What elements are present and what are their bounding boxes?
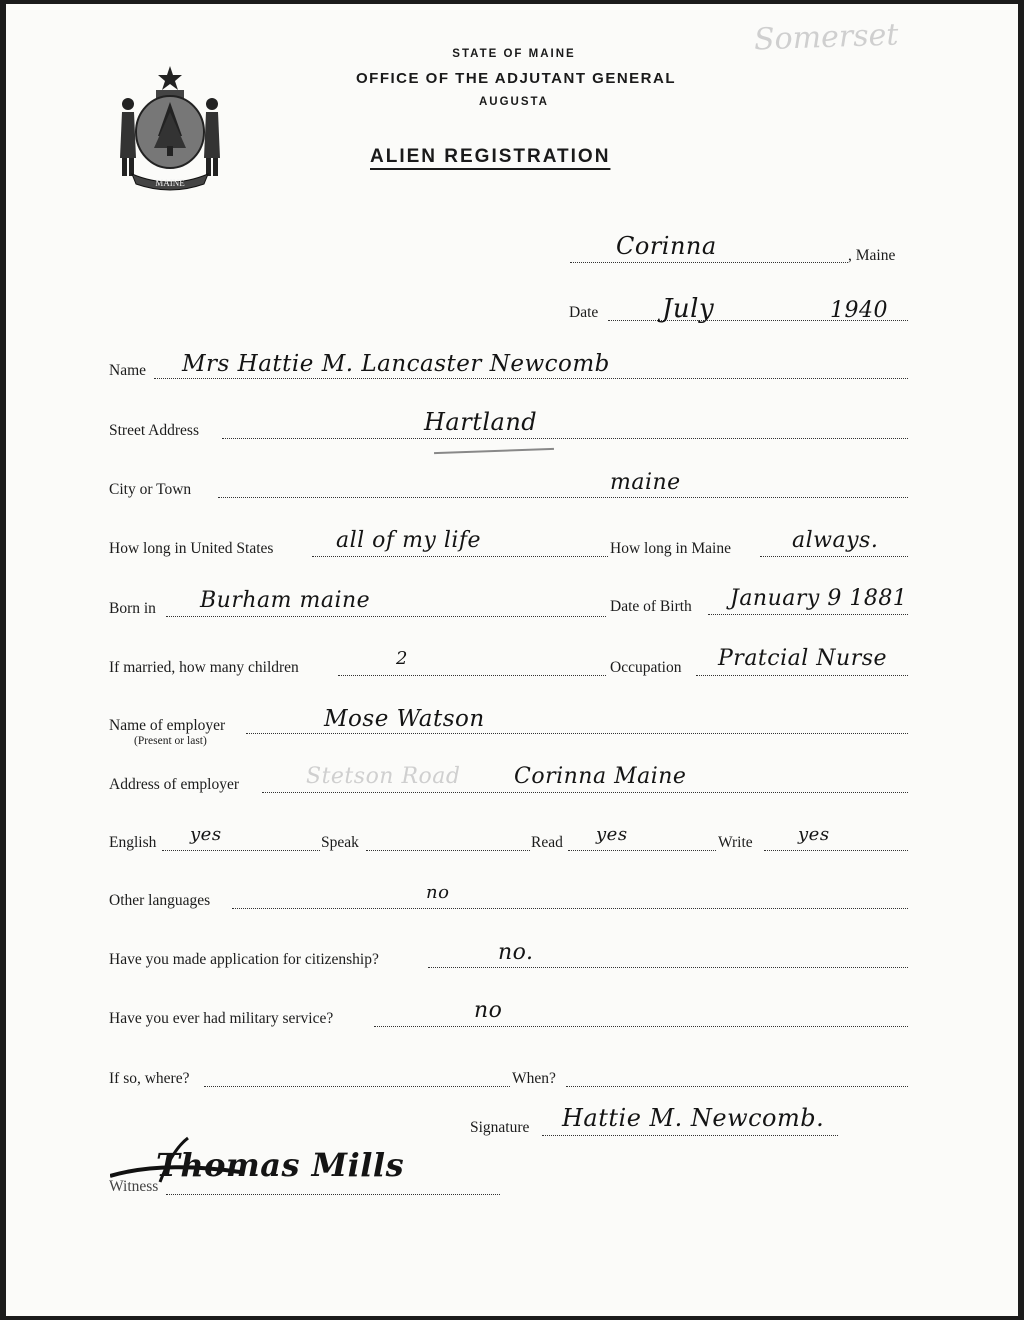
employer-sublabel: (Present or last) <box>134 735 207 747</box>
military-value: no <box>474 998 503 1023</box>
employer-address-dotted-line <box>262 792 908 793</box>
employer-value: Mose Watson <box>324 706 485 732</box>
town-value: Corinna <box>616 232 717 260</box>
occupation-dotted-line <box>696 675 908 676</box>
office-heading: OFFICE OF THE ADJUTANT GENERAL <box>356 70 676 87</box>
other-languages-dotted-line <box>232 908 908 909</box>
if-so-where-dotted-line <box>204 1086 510 1087</box>
born-in-value: Burham maine <box>200 588 371 613</box>
read-dotted-line <box>568 850 716 851</box>
children-value: 2 <box>396 648 408 669</box>
date-of-birth-value: January 9 1881 <box>730 586 908 611</box>
military-label: Have you ever had military service? <box>109 1010 334 1027</box>
write-label: Write <box>718 834 753 851</box>
date-of-birth-label: Date of Birth <box>610 598 692 615</box>
street-address-value: Hartland <box>424 408 538 436</box>
date-month-value: July <box>662 294 715 324</box>
town-dotted-line <box>570 262 848 263</box>
registration-form <box>6 4 1018 1316</box>
other-languages-label: Other languages <box>109 892 211 909</box>
citizenship-dotted-line <box>428 967 908 968</box>
date-of-birth-dotted-line <box>708 614 908 615</box>
name-label: Name <box>109 362 147 379</box>
form-title: ALIEN REGISTRATION <box>370 146 611 167</box>
city-or-town-dotted-line <box>218 497 908 498</box>
write-value: yes <box>798 824 830 845</box>
english-value: yes <box>190 824 222 845</box>
occupation-value: Pratcial Nurse <box>718 646 888 671</box>
street-address-underline-stroke <box>434 448 554 454</box>
write-dotted-line <box>764 850 908 851</box>
how-long-maine-value: always. <box>792 528 879 553</box>
how-long-us-value: all of my life <box>336 528 482 553</box>
occupation-label: Occupation <box>610 659 682 676</box>
state-heading: STATE OF MAINE <box>452 48 576 60</box>
city-or-town-label: City or Town <box>109 481 192 498</box>
other-languages-value: no <box>426 882 450 903</box>
street-address-dotted-line <box>222 438 908 439</box>
how-long-us-label: How long in United States <box>109 540 274 557</box>
seal-banner-text: MAINE <box>155 178 185 188</box>
how-long-maine-label: How long in Maine <box>610 540 731 557</box>
citizenship-value: no. <box>498 940 534 965</box>
english-label: English <box>109 834 157 851</box>
military-dotted-line <box>374 1026 908 1027</box>
speak-label: Speak <box>321 834 359 851</box>
read-label: Read <box>531 834 563 851</box>
employer-address-label: Address of employer <box>109 776 239 793</box>
signature-label: Signature <box>470 1119 530 1136</box>
witness-label: Witness <box>109 1178 159 1195</box>
speak-dotted-line <box>366 850 530 851</box>
employer-address-value: Corinna Maine <box>514 764 687 789</box>
children-dotted-line <box>338 675 606 676</box>
town-suffix: , Maine <box>848 247 896 264</box>
date-year-value: 1940 <box>830 298 888 323</box>
read-value: yes <box>596 824 628 845</box>
city-heading: AUGUSTA <box>478 96 549 108</box>
street-address-label: Street Address <box>109 422 199 439</box>
when-label: When? <box>512 1070 556 1087</box>
city-or-town-value: maine <box>610 470 681 495</box>
born-in-dotted-line <box>166 616 606 617</box>
signature-value: Hattie M. Newcomb. <box>562 1104 825 1132</box>
county-pencil-note: Somerset <box>753 17 899 58</box>
date-label: Date <box>569 304 599 321</box>
name-dotted-line <box>154 378 908 379</box>
english-dotted-line <box>162 850 320 851</box>
children-label: If married, how many children <box>109 659 299 676</box>
when-dotted-line <box>566 1086 908 1087</box>
citizenship-label: Have you made application for citizenship? <box>109 951 379 968</box>
witness-signature: Thomas Mills <box>156 1146 405 1184</box>
employer-dotted-line <box>246 733 908 734</box>
how-long-maine-dotted-line <box>760 556 908 557</box>
employer-label: Name of employer <box>109 717 226 734</box>
employer-address-faded-text: Stetson Road <box>306 764 461 789</box>
how-long-us-dotted-line <box>312 556 608 557</box>
signature-dotted-line <box>542 1135 838 1136</box>
name-value: Mrs Hattie M. Lancaster Newcomb <box>182 351 610 377</box>
born-in-label: Born in <box>109 600 156 617</box>
if-so-where-label: If so, where? <box>109 1070 190 1087</box>
